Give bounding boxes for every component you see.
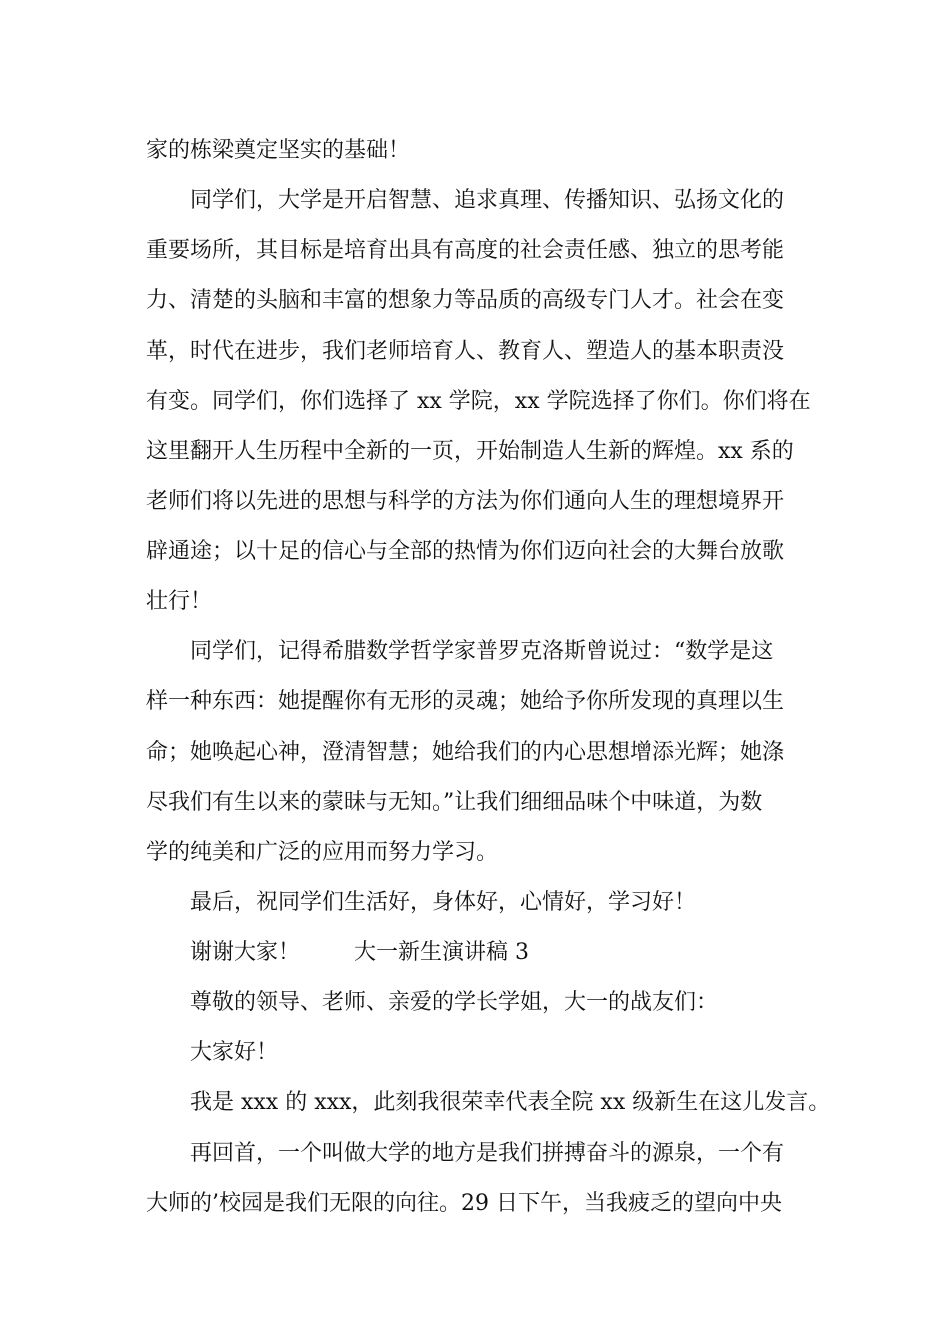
text-line: 尽我们有生以来的蒙昧与无知。”让我们细细品味个中味道，为数	[146, 790, 763, 815]
text-line: 我是 xxx 的 xxx，此刻我很荣幸代表全院 xx 级新生在这儿发言。	[190, 1090, 831, 1115]
text-line	[190, 938, 529, 968]
text-line: 有变。同学们，你们选择了 xx 学院，xx 学院选择了你们。你们将在	[146, 389, 811, 414]
thanks-text: 谢谢大家！	[190, 940, 301, 965]
text-line: 老师们将以先进的思想与科学的方法为你们通向人生的理想境界开	[146, 489, 785, 514]
text-line: 学的纯美和广泛的应用而努力学习。	[146, 840, 499, 865]
text-line: 同学们，大学是开启智慧、追求真理、传播知识、弘扬文化的	[190, 188, 785, 213]
text-line: 最后，祝同学们生活好，身体好，心情好，学习好！	[190, 890, 697, 915]
text-line: 壮行！	[146, 589, 213, 614]
text-line: 重要场所，其目标是培育出具有高度的社会责任感、独立的思考能	[146, 238, 785, 263]
text-line: 力、清楚的头脑和丰富的想象力等品质的高级专门人才。社会在变	[146, 288, 785, 313]
text-line: 命；她唤起心神，澄清智慧；她给我们的内心思想增添光辉；她涤	[146, 740, 785, 765]
text-line: 同学们，记得希腊数学哲学家普罗克洛斯曾说过：“数学是这	[190, 639, 774, 664]
section-heading: 大一新生演讲稿 3	[354, 940, 530, 965]
text-line: 辟通途；以十足的信心与全部的热情为你们迈向社会的大舞台放歌	[146, 539, 785, 564]
text-line: 家的栋梁奠定坚实的基础！	[146, 138, 411, 163]
text-line: 大家好！	[190, 1040, 279, 1065]
text-line: 大师的’校园是我们无限的向往。29 日下午，当我疲乏的望向中央	[146, 1191, 782, 1216]
text-line: 革，时代在进步，我们老师培育人、教育人、塑造人的基本职责没	[146, 339, 785, 364]
text-line: 样一种东西：她提醒你有无形的灵魂；她给予你所发现的真理以生	[146, 689, 785, 714]
text-line: 尊敬的领导、老师、亲爱的学长学姐，大一的战友们：	[190, 990, 719, 1015]
text-line: 这里翻开人生历程中全新的一页，开始制造人生新的辉煌。xx 系的	[146, 439, 794, 464]
text-line: 再回首，一个叫做大学的地方是我们拼搏奋斗的源泉，一个有	[190, 1141, 785, 1166]
